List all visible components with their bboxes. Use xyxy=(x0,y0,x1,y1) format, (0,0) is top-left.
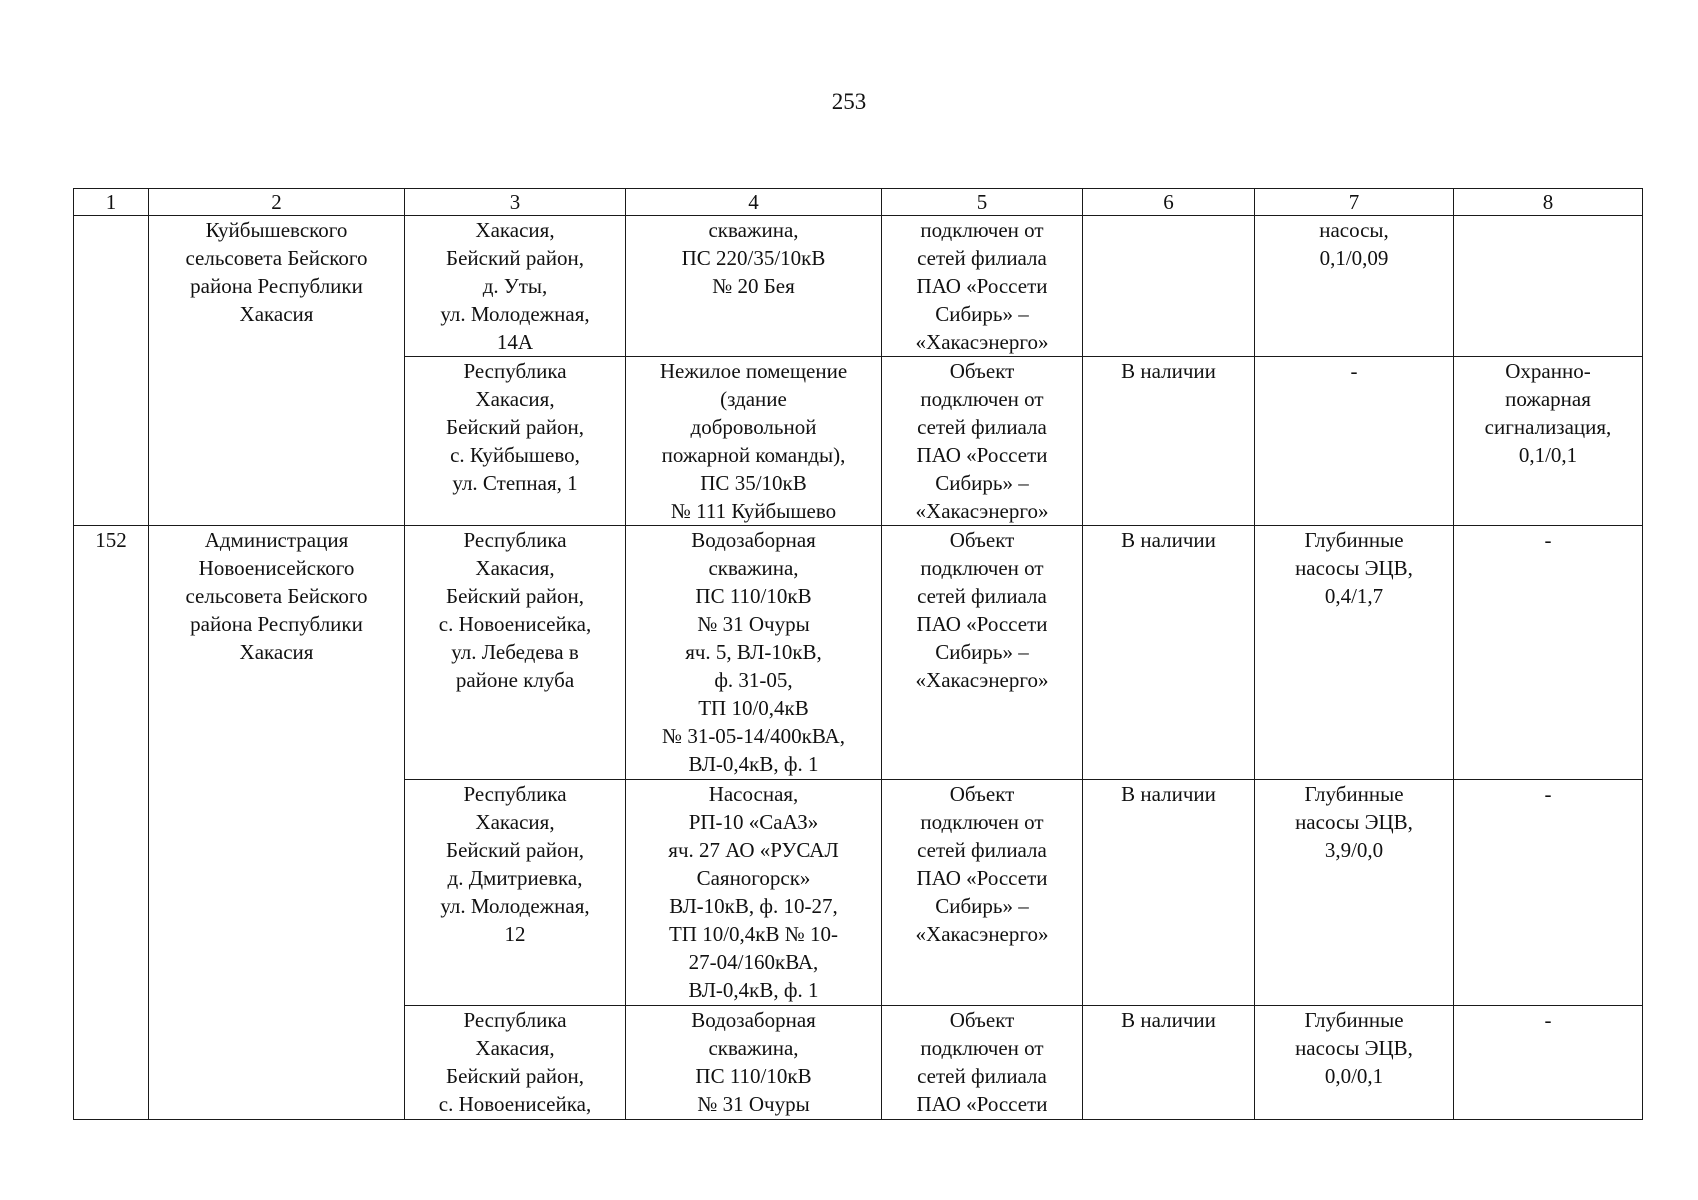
availability-cell: В наличии xyxy=(1083,1006,1255,1120)
address-cell: Хакасия, Бейский район, д. Уты, ул. Молодежная, 14А xyxy=(405,216,626,357)
availability-cell xyxy=(1083,216,1255,357)
availability-cell: В наличии xyxy=(1083,526,1255,780)
connection-cell: подключен от сетей филиала ПАО «Россети Сибирь» – «Хакасэнерго» xyxy=(882,216,1083,357)
availability-cell: В наличии xyxy=(1083,780,1255,1006)
object-cell: Насосная, РП-10 «СаАЗ» яч. 27 АО «РУСАЛ Саяногорск» ВЛ-10кВ, ф. 10-27, ТП 10/0,4кВ № 10- 27-04/160кВА, ВЛ-0,4кВ, ф. 1 xyxy=(626,780,882,1006)
header-cell: 1 xyxy=(74,189,149,216)
equipment-cell: Глубинные насосы ЭЦВ, 3,9/0,0 xyxy=(1255,780,1454,1006)
address-cell: Республика Хакасия, Бейский район, с. Куйбышево, ул. Степная, 1 xyxy=(405,357,626,526)
organization-cell: Администрация Новоенисейского сельсовета Бейского района Республики Хакасия xyxy=(149,526,405,1120)
data-table xyxy=(73,188,1643,1120)
availability-cell: В наличии xyxy=(1083,357,1255,526)
notes-cell: - xyxy=(1454,1006,1643,1120)
object-cell: скважина, ПС 220/35/10кВ № 20 Бея xyxy=(626,216,882,357)
address-cell: Республика Хакасия, Бейский район, с. Новоенисейка, xyxy=(405,1006,626,1120)
organization-cell: Куйбышевского сельсовета Бейского района Республики Хакасия xyxy=(149,216,405,526)
table-row xyxy=(74,216,1643,357)
row-number-cell xyxy=(74,216,149,526)
header-cell: 7 xyxy=(1255,189,1454,216)
connection-cell: Объект подключен от сетей филиала ПАО «Россети Сибирь» – «Хакасэнерго» xyxy=(882,357,1083,526)
header-cell: 4 xyxy=(626,189,882,216)
table-header-row xyxy=(74,189,1643,216)
table-row xyxy=(74,526,1643,780)
equipment-cell: насосы, 0,1/0,09 xyxy=(1255,216,1454,357)
notes-cell: - xyxy=(1454,526,1643,780)
address-cell: Республика Хакасия, Бейский район, с. Новоенисейка, ул. Лебедева в районе клуба xyxy=(405,526,626,780)
header-cell: 5 xyxy=(882,189,1083,216)
row-number-cell: 152 xyxy=(74,526,149,1120)
object-cell: Водозаборная скважина, ПС 110/10кВ № 31 Очуры яч. 5, ВЛ-10кВ, ф. 31-05, ТП 10/0,4кВ № 31-05-14/400кВА, ВЛ-0,4кВ, ф. 1 xyxy=(626,526,882,780)
connection-cell: Объект подключен от сетей филиала ПАО «Россети xyxy=(882,1006,1083,1120)
header-cell: 6 xyxy=(1083,189,1255,216)
connection-cell: Объект подключен от сетей филиала ПАО «Россети Сибирь» – «Хакасэнерго» xyxy=(882,526,1083,780)
equipment-cell: Глубинные насосы ЭЦВ, 0,4/1,7 xyxy=(1255,526,1454,780)
page-number: 253 xyxy=(831,89,867,114)
connection-cell: Объект подключен от сетей филиала ПАО «Россети Сибирь» – «Хакасэнерго» xyxy=(882,780,1083,1006)
header-cell: 8 xyxy=(1454,189,1643,216)
notes-cell: Охранно- пожарная сигнализация, 0,1/0,1 xyxy=(1454,357,1643,526)
object-cell: Водозаборная скважина, ПС 110/10кВ № 31 Очуры xyxy=(626,1006,882,1120)
notes-cell: - xyxy=(1454,780,1643,1006)
equipment-cell: Глубинные насосы ЭЦВ, 0,0/0,1 xyxy=(1255,1006,1454,1120)
header-cell: 3 xyxy=(405,189,626,216)
header-cell: 2 xyxy=(149,189,405,216)
object-cell: Нежилое помещение (здание добровольной пожарной команды), ПС 35/10кВ № 111 Куйбышево xyxy=(626,357,882,526)
address-cell: Республика Хакасия, Бейский район, д. Дмитриевка, ул. Молодежная, 12 xyxy=(405,780,626,1006)
notes-cell xyxy=(1454,216,1643,357)
equipment-cell: - xyxy=(1255,357,1454,526)
